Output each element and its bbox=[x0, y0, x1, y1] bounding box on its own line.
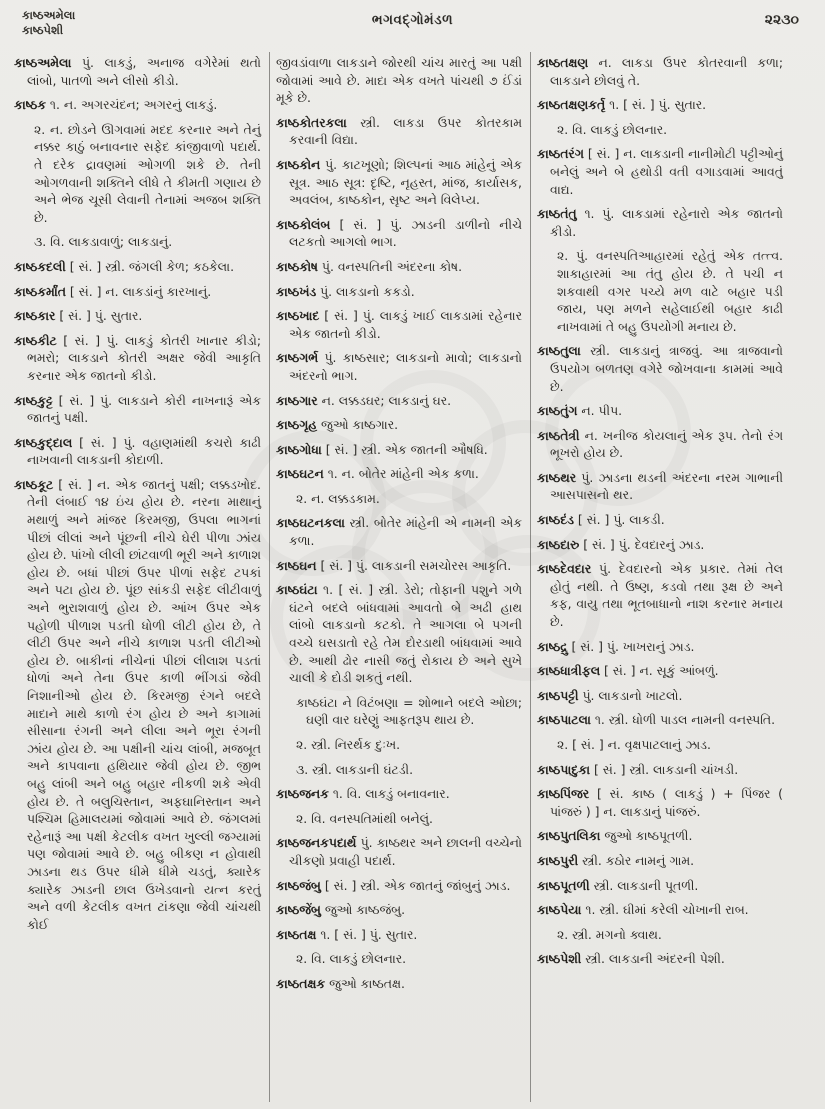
entry-headword: કાષ્ઠતક્ષણકર્તૃ bbox=[537, 97, 606, 113]
guide-word-last: કાષ્ઠપેશી bbox=[22, 23, 64, 37]
dictionary-entry: કાષ્ઠજનક ૧. વિ. લાકડું બનાવનાર. bbox=[276, 786, 450, 802]
page-header bbox=[8, 6, 817, 50]
entry-headword: કાષ્ઠતેત્રી bbox=[537, 427, 580, 443]
entry-headword: કાષ્ઠપૂતળી bbox=[537, 877, 590, 893]
entry-headword: કાષ્ઠખાદ bbox=[276, 308, 320, 324]
dictionary-entry: કાષ્ઠતંતુ ૧. પું. લાકડામાં રહેનારો એક જાતનો કીડો. bbox=[537, 206, 783, 239]
entry-headword: કાષ્ઠકર્માંત bbox=[14, 283, 66, 299]
dictionary-entry: ૨. વિ. લાકડું છોલનાર. bbox=[557, 121, 668, 137]
dictionary-entry: કાષ્ઠતરંગ [ સં. ] ન. લાકડાની નાનીમોટી પટ્ટીઓનું બનેલું અને બે હથોડી વતી વગાડવામાં આવતું વાદ્ય. bbox=[537, 146, 783, 197]
dictionary-entry: ૨. ન. લક્કડકામ. bbox=[296, 490, 380, 506]
guide-word-first: કાષ્ઠઅમેલા bbox=[22, 8, 76, 22]
column-3 bbox=[530, 52, 791, 1102]
dictionary-entry: કાષ્ઠથર પું. ઝાડના થડની અંદરના નરમ ગાભાની આસપાસનો થર. bbox=[537, 469, 783, 503]
entry-headword: કાષ્ઠપિંજર bbox=[537, 786, 590, 802]
dictionary-entry: કાષ્ઠગોધા [ સં. ] સ્ત્રી. એક જાતની ઔષધિ. bbox=[276, 441, 488, 457]
entry-headword: કાષ્ઠખંડ bbox=[276, 283, 317, 299]
entry-headword: કાષ્ઠકોષ bbox=[276, 258, 318, 274]
dictionary-entry: કાષ્ઠઘન [ સં. ] પું. લાકડાની સમચોરસ આકૃતિ. bbox=[276, 557, 512, 573]
entry-headword: કાષ્ઠજેંબુ bbox=[276, 902, 321, 918]
dictionary-entry: કાષ્ઠતક્ષક જુઓ કાષ્ઠતક્ષ. bbox=[276, 975, 405, 991]
dictionary-entry: કાષ્ઠપેયા ૧. સ્ત્રી. ઘીમાં કરેલી ચોખાની રાબ. bbox=[537, 902, 749, 918]
dictionary-entry: કાષ્ઠતેત્રી ન. ખનીજ કોયલાનું એક રૂપ. તેનો રંગ ભૂખરો હોય છે. bbox=[537, 427, 783, 461]
entry-headword: કાષ્ઠપુતલિકા bbox=[537, 828, 601, 844]
dictionary-entry: જીવડાંવાળા લાકડાને જોરથી ચાંચ મારતું આ પક્ષી જોવામાં આવે છે. માદા એક વખતે પાંચથી ૭ ઈંડાં મૂકે છે. bbox=[276, 55, 522, 106]
dictionary-entry: કાષ્ઠકીટ [ સં. ] પું. લાકડું કોતરી ખાનાર કીડો; ભમરો; લાકડાને કોતરી અક્ષર જેવી આકૃતિ કરનાર એક જાતનો કીડો. bbox=[14, 332, 261, 383]
entry-headword: કાષ્ઠપેયા bbox=[537, 902, 582, 918]
dictionary-entry: ૨. પું. વનસ્પતિઆહારમાં રહેતું એક તત્ત્વ. શાકાહારમાં આ તંતુ હોય છે. તે પચી ન શકવાથી વગર પચ્યે મળ વાટે બહાર પડી જાય, પણ મળને સહેલાઈથી બહાર કાઢી નાખવામાં તે બહુ ઉપયોગી મનાય છે. bbox=[557, 248, 783, 334]
dictionary-entry: કાષ્ઠદેવદાર પું. દેવદારનો એક પ્રકાર. તેમાં તેલ હોતું નથી. તે ઉષ્ણ, કડવો તથા રૂક્ષ છે અને કફ, વાયુ તથા ભૂતબાધાનો નાશ કરનાર મનાય છે. bbox=[537, 561, 783, 630]
dictionary-entry: કાષ્ઠપાદુકા [ સં. ] સ્ત્રી. લાકડાની ચાંખડી. bbox=[537, 761, 739, 777]
entry-headword: કાષ્ઠપટ્ટી bbox=[537, 687, 579, 703]
entry-headword: કાષ્ઠપાટલા bbox=[537, 712, 591, 728]
dictionary-columns bbox=[8, 52, 817, 1102]
dictionary-entry: કાષ્ઠખાદ [ સં. ] પું. લાકડું ખાઈ લાકડામાં રહેનાર એક જાતનો કીડો. bbox=[276, 308, 522, 341]
entry-headword: કાષ્ઠપાદુકા bbox=[537, 761, 590, 777]
entry-headword: કાષ્ઠજનકપદાર્થ bbox=[276, 835, 357, 851]
dictionary-entry: કાષ્ઠદંડ [ સં. ] પું. લાકડી. bbox=[537, 512, 665, 528]
column-1 bbox=[8, 52, 269, 1102]
entry-headword: કાષ્ઠકીટ bbox=[14, 332, 57, 348]
entry-headword: કાષ્ઠકોન bbox=[276, 156, 321, 172]
dictionary-entry: ૨. વિ. લાકડું છોલનાર. bbox=[296, 951, 407, 967]
entry-headword: કાષ્ઠકોલંબ bbox=[276, 216, 331, 232]
dictionary-entry: કાષ્ઠગૃહ જુઓ કાષ્ઠગાર. bbox=[276, 417, 399, 433]
dictionary-entry: કાષ્ઠક ૧. ન. અગરચંદન; અગરનું લાકડું. bbox=[14, 97, 218, 113]
dictionary-entry: કાષ્ઠકોન પું. કાટખૂણો; શિલ્પનાં આઠ માંહેનું એક સૂત્ર. આઠ સૂત્ર: દૃષ્ટિ, નૃહસ્ત, માંજ, કાર્યાસક, અવલંબ, કાષ્ઠકોન, સૃષ્ટ અને વિલેપ્ય. bbox=[276, 156, 522, 208]
dictionary-entry: ૩. સ્ત્રી. લાકડાની ઘંટડી. bbox=[296, 761, 414, 777]
dictionary-entry: કાષ્ઠકોલંબ [ સં. ] પું. ઝાડની ડાળીનો નીચે લટકતો આગલો ભાગ. bbox=[276, 216, 522, 250]
dictionary-entry: કાષ્ઠપૂતળી સ્ત્રી. લાકડાની પૂતળી. bbox=[537, 877, 699, 893]
entry-headword: કાષ્ઠકુદ્દાલ bbox=[14, 434, 73, 450]
dictionary-entry: કાષ્ઠતક્ષણ ન. લાકડા ઉપર કોતરવાની કળા; લાકડાને છોલવું તે. bbox=[537, 55, 783, 88]
dictionary-entry: કાષ્ઠઘટનકલા સ્ત્રી. બોતેર માંહેની એ નામની એક કળા. bbox=[276, 515, 522, 549]
dictionary-entry: કાષ્ઠકુદ્દાલ [ સં. ] પું. વહાણમાંથી કચરો કાઢી નાખવાની લાકડાની કોદાળી. bbox=[14, 434, 261, 468]
entry-headword: કાષ્ઠકૂટ bbox=[14, 476, 54, 492]
entry-headword: કાષ્ઠપેશી bbox=[537, 951, 582, 967]
dictionary-entry: કાષ્ઠકદલી [ સં. ] સ્ત્રી. જંગલી કેળ; કઠકેલા. bbox=[14, 258, 235, 274]
entry-headword: કાષ્ઠગર્ભ bbox=[276, 350, 319, 366]
dictionary-entry: ૨. ન. છોડને ઊગવામાં મદદ કરનાર અને તેનું નક્કર કાઠું બનાવનાર સફેદ કાંજીવાળો પદાર્થ. તે દરેક દ્રાવણમાં ઓગળી શકે છે. તેની ઓગળવાની શક્તિને લીધે તે કીમતી ગણાય છે અને ભેજ ચૂસી લેવાની તેનામાં અજબ શક્તિ છે. bbox=[34, 121, 261, 225]
dictionary-entry: ૨. સ્ત્રી. મગનો ક્વાથ. bbox=[557, 926, 662, 942]
dictionary-entry: કાષ્ઠપાટલા ૧. સ્ત્રી. ધોળી પાડલ નામની વનસ્પતિ. bbox=[537, 712, 776, 728]
dictionary-entry: કાષ્ઠકાર [ સં. ] પું. સુતાર. bbox=[14, 308, 143, 324]
dictionary-entry: કાષ્ઠદારુ [ સં. ] પું. દેવદારનું ઝાડ. bbox=[537, 536, 705, 552]
dictionary-entry: કાષ્ઠઅમેલા પું. લાકડું, અનાજ વગેરેમાં થતો લાંબો, પાતળો અને લીસો કીડો. bbox=[14, 55, 261, 88]
entry-headword: કાષ્ઠદંડ bbox=[537, 512, 574, 528]
dictionary-entry: કાષ્ઠકોતરકલા સ્ત્રી. લાકડા ઉપર કોતરકામ કરવાની વિદ્યા. bbox=[276, 114, 522, 148]
dictionary-entry: કાષ્ઠજેંબુ જુઓ કાષ્ઠજંબુ. bbox=[276, 902, 406, 918]
entry-headword: કાષ્ઠતંતુ bbox=[537, 206, 577, 222]
entry-headword: કાષ્ઠથર bbox=[537, 469, 577, 485]
dictionary-entry: કાષ્ઠપટ્ટી પું. લાકડાનો ખાટલો. bbox=[537, 687, 683, 703]
entry-headword: કાષ્ઠતુંગ bbox=[537, 403, 578, 419]
dictionary-entry: ૨. વિ. વનસ્પતિમાંથી બનેલું. bbox=[296, 810, 433, 826]
entry-headword: કાષ્ઠકદલી bbox=[14, 258, 66, 274]
dictionary-entry: કાષ્ઠદ્રુ [ સં. ] પું. ખાખરાનું ઝાડ. bbox=[537, 638, 695, 654]
entry-headword: કાષ્ઠઘંટા bbox=[276, 582, 318, 598]
dictionary-entry: કાષ્ઠકર્માંત [ સં. ] ન. લાકડાંનું કારખાનું. bbox=[14, 283, 212, 299]
entry-headword: કાષ્ઠદારુ bbox=[537, 536, 580, 552]
entry-headword: કાષ્ઠતક્ષ bbox=[276, 926, 317, 942]
entry-headword: કાષ્ઠકુટ્ટ bbox=[14, 392, 53, 408]
entry-headword: કાષ્ઠઘટનકલા bbox=[276, 515, 345, 531]
dictionary-entry: કાષ્ઠતક્ષણકર્તૃ ૧. [ સં. ] પું. સુતાર. bbox=[537, 97, 707, 113]
entry-headword: કાષ્ઠઘન bbox=[276, 557, 317, 573]
entry-headword: કાષ્ઠતુલા bbox=[537, 343, 581, 359]
entry-headword: કાષ્ઠપુરી bbox=[537, 852, 579, 868]
entry-headword: કાષ્ઠકોતરકલા bbox=[276, 114, 347, 130]
entry-headword: કાષ્ઠગોધા bbox=[276, 441, 322, 457]
entry-headword: કાષ્ઠદેવદાર bbox=[537, 561, 592, 577]
dictionary-entry: કાષ્ઠધાત્રીફલ [ સં. ] ન. સૂકું આંબળું. bbox=[537, 663, 719, 679]
entry-headword: કાષ્ઠગાર bbox=[276, 392, 318, 408]
dictionary-entry: કાષ્ઠઘંટા ને વિટંબણા = શોભાને બદલે ઓછા; ઘણી વાર ઘરેણું આફતરૂપ થાય છે. bbox=[296, 694, 522, 728]
dictionary-entry: કાષ્ઠગાર ન. લક્કડઘર; લાકડાનું ઘર. bbox=[276, 392, 452, 408]
dictionary-entry: કાષ્ઠકુટ્ટ [ સં. ] પું. લાકડાને કોરી નાખનારૂં એક જાતનું પક્ષી. bbox=[14, 392, 261, 426]
entry-headword: કાષ્ઠકાર bbox=[14, 308, 56, 324]
dictionary-entry: કાષ્ઠજંબુ [ સં. ] સ્ત્રી. એક જાતનું જાંબુનું ઝાડ. bbox=[276, 877, 511, 893]
dictionary-entry: કાષ્ઠતુંગ ન. પીપ. bbox=[537, 403, 623, 419]
dictionary-entry: ૨. સ્ત્રી. નિરર્થક દુઃખ. bbox=[296, 737, 401, 752]
entry-headword: કાષ્ઠજનક bbox=[276, 786, 329, 802]
entry-headword: કાષ્ઠતક્ષક bbox=[276, 975, 326, 991]
dictionary-entry: કાષ્ઠગર્ભ પું. કાષ્ઠસાર; લાકડાનો માવો; લાકડાનો અંદરનો ભાગ. bbox=[276, 350, 522, 383]
entry-headword: કાષ્ઠક bbox=[14, 97, 46, 113]
dictionary-entry: કાષ્ઠતુલા સ્ત્રી. લાકડાનું ત્રાજવું. આ ત્રાજવાનો ઉપયોગ બળતણ વગેરે જોખવાના કામમાં આવે છે. bbox=[537, 343, 783, 394]
dictionary-entry: ૨. [ સં. ] ન. વૃક્ષપાટલાનું ઝાડ. bbox=[557, 737, 711, 752]
dictionary-entry: કાષ્ઠપેશી સ્ત્રી. લાકડાની અંદરની પેશી. bbox=[537, 951, 725, 967]
page-number: ૨૨૩૦ bbox=[764, 12, 799, 28]
column-2 bbox=[269, 52, 530, 1102]
page-title: ભગવદ્ગોમંડળ bbox=[371, 12, 454, 28]
entry-headword: કાષ્ઠઅમેલા bbox=[14, 55, 72, 70]
entry-headword: કાષ્ઠદ્રુ bbox=[537, 638, 568, 654]
entry-headword: કાષ્ઠજંબુ bbox=[276, 877, 321, 893]
dictionary-entry: કાષ્ઠખંડ પું. લાકડાનો કકડો. bbox=[276, 283, 415, 299]
dictionary-entry: કાષ્ઠકૂટ [ સં. ] ન. એક જાતનું પક્ષી; લક્કડખોદ. તેની લંબાઈ ૧૪ ઇંચ હોય છે. નરના માથાનું મથાળું અને માંજર કિરમજી, ઉપલા ભાગનાં પીછાં લીલાં અને પૂંછની નીચે ઘેરી પીળા ઝાંય હોય છે. પાંખો લીલી છાંટવાળી ભૂરી અને કાળાશ હોય છે. બધાં પીછાં ઉપર પીળાં સફેદ ટપકાં અને પટા હોય છે. પૂંછ સાંકડી સફેદ લીટીવાળું અને ભુરાશવાળું હોય છે. આંખ ઉપર એક પહોળી પીળાશ પડતી ધોળી લીટી હોય છે, તે લીટી ઉપર અને નીચે કાળાશ પડતી લીટીઓ હોય છે. બાકીનાં નીચેનાં પીછાં લીલાશ પડતાં ધોળાં અને તેના ઉપર કાળી ભીંગડાં જેવી નિશાનીઓ હોય છે. કિરમજી રંગને બદલે માદાને માથે કાળો રંગ હોય છે અને કાગામાં સીસાના રંગની અને લીલા અને ભૂરા રંગની ઝાંય હોય છે. આ પક્ષીની ચાંચ લાંબી, મજબૂત અને કાપવાના હથિયાર જેવી હોય છે. જીભ બહુ લાંબી અને બહુ બહાર નીકળી શકે એવી હોય છે. તે બલુચિસ્તાન, અફઘાનિસ્તાન અને પશ્ચિમ હિમાલયમાં જોવામાં આવે છે. જંગલમાં રહેનારૂં આ પક્ષી કેટલીક વખત ખુલ્લી જગ્યામાં પણ જોવામાં આવે છે. બહુ બીકણ ન હોવાથી ઝાડના થડ ઉપર ધીમે ધીમે ચડતું, ક્યારેક ક્યારેક ઝાડની છાલ ઉખેડવાનો યત્ન કરતું અને વળી કેટલીક વખત ટાંકણા જેવી ચાંચથી કોઈ bbox=[14, 476, 261, 932]
entry-headword: કાષ્ઠતરંગ bbox=[537, 146, 584, 162]
dictionary-entry: કાષ્ઠપિંજર [ સં. કાષ્ઠ ( લાકડું ) + પિંજર ( પાંજરું ) ] ન. લાકડાનું પાંજરું. bbox=[537, 786, 783, 819]
dictionary-entry: કાષ્ઠતક્ષ ૧. [ સં. ] પું. સુતાર. bbox=[276, 926, 418, 942]
dictionary-entry: કાષ્ઠજનકપદાર્થ પું. કાષ્ઠથર અને છાલની વચ્ચેનો ચીકણો પ્રવાહી પદાર્થ. bbox=[276, 835, 522, 868]
dictionary-entry: કાષ્ઠઘંટા ૧. [ સં. ] સ્ત્રી. ડેરો; તોફાની પશુને ગળે ઘંટને બદલે બાંધવામાં આવતો બે અઢી હાથ લાંબો લાકડાનો કટકો. તે આગલા બે પગની વચ્ચે ઘસડાતો રહે તેમ દોરડાથી બાંધવામાં આવે છે. આથી ઢોર નાસી જતું રોકાય છે અને સુખે ચાલી કે દોડી શકતું નથી. bbox=[276, 582, 522, 686]
dictionary-entry: કાષ્ઠકોષ પું. વનસ્પતિની અંદરના કોષ. bbox=[276, 258, 463, 274]
entry-headword: કાષ્ઠતક્ષણ bbox=[537, 55, 589, 70]
entry-headword: કાષ્ઠધાત્રીફલ bbox=[537, 663, 601, 679]
dictionary-entry: કાષ્ઠપુરી સ્ત્રી. કઠોર નામનું ગામ. bbox=[537, 852, 695, 868]
dictionary-entry: કાષ્ઠપુતલિકા જુઓ કાષ્ઠપૂતળી. bbox=[537, 828, 693, 844]
dictionary-entry: ૩. વિ. લાકડાવાળું; લાકડાનું. bbox=[34, 234, 173, 250]
entry-headword: કાષ્ઠગૃહ bbox=[276, 417, 318, 433]
entry-headword: કાષ્ઠઘટન bbox=[276, 466, 324, 482]
dictionary-entry: કાષ્ઠઘટન ૧. ન. બોતેર માંહેની એક કળા. bbox=[276, 466, 479, 482]
